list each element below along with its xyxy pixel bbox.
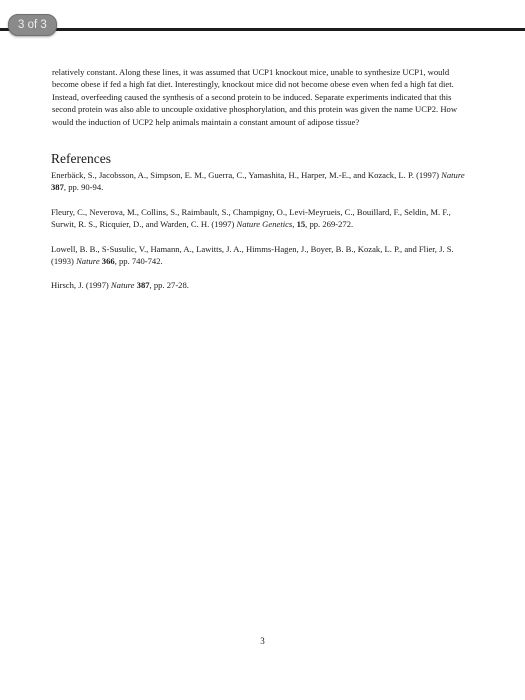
reference-authors: Fleury, C., Neverova, M., Collins, S., Raimbault, S., Champigny, O., Levi-Meyrueis, C., Bouillard, F., Seldin, M. F., Surwit, R. S., Ricquier, D., and Warden, C. H. (1997)	[51, 206, 451, 230]
reference-authors: Hirsch, J. (1997)	[51, 280, 109, 291]
page-indicator-badge[interactable]: 3 of 3	[8, 14, 57, 36]
reference-volume: 15	[296, 219, 306, 230]
references-heading: References	[51, 151, 111, 167]
reference-item	[51, 243, 471, 268]
document-page-content	[51, 66, 471, 304]
reference-item	[51, 279, 471, 291]
reference-volume: 387	[51, 182, 64, 193]
reference-pages: , pp. 90-94.	[63, 182, 104, 193]
reference-volume: 387	[136, 280, 150, 291]
references-list	[51, 169, 471, 292]
page-number: 3	[260, 636, 265, 646]
reference-item	[51, 169, 471, 194]
reference-journal: Nature	[441, 170, 465, 181]
reference-authors: Enerbäck, S., Jacobsson, A., Simpson, E. M., Guerra, C., Yamashita, H., Harper, M.-E., and Kozack, L. P. (1997)	[51, 170, 439, 181]
viewer-toolbar	[0, 0, 525, 36]
reference-item: Fleury, C., Neverova, M., Collins, S., Raimbault, S., Champigny, O., Levi-Meyrueis, C., Bouillard, F., Seldin, M. F., Surwit, R. S., Ricquier, D., and Warden, C. H. (1997) Nature Genetics, 15, pp. 269-272.	[51, 206, 451, 230]
reference-journal: Nature	[110, 280, 135, 291]
body-paragraph: relatively constant. Along these lines, it was assumed that UCP1 knockout mice, unable to synthesize UCP1, would become obese if fed a high fat diet. Interestingly, knockout mice did not become obese even when fed a high fat diet. Instead, overfeeding caused the synthesis of a second protein to be induced. Separate experiments indicated that this second protein was also able to uncouple oxidative phosphorylation, and this protein was given the name UCP2. How would the induction of UCP2 help animals maintain a constant amount of adipose tissue?	[52, 67, 458, 127]
reference-journal: Nature Genetics	[236, 219, 293, 230]
reference-journal: Nature	[76, 256, 100, 267]
reference-authors: Lowell, B. B., S-Susulic, V., Hamann, A., Lawitts, J. A., Himms-Hagen, J., Boyer, B. B., Kozak, L. P., and Flier, J. S. (1993)	[51, 243, 454, 267]
reference-pages: , pp. 269-272.	[305, 219, 354, 230]
reference-pages: , pp. 27-28.	[149, 280, 189, 291]
page-top-rule	[0, 28, 525, 31]
reference-volume: 366	[101, 256, 115, 267]
reference-pages: , pp. 740-742.	[114, 256, 163, 267]
